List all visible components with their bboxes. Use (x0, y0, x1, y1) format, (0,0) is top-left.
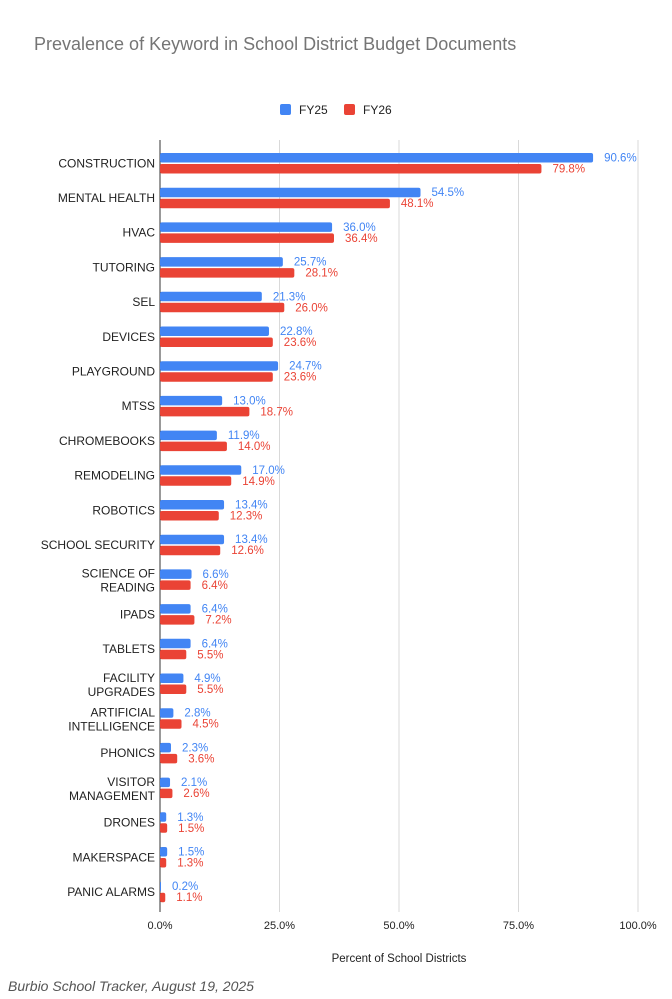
category-label: SCIENCE OF (81, 566, 155, 581)
bar-fy25 (160, 431, 217, 441)
data-label-fy26: 5.5% (197, 649, 224, 662)
data-label-fy25: 6.4% (201, 603, 228, 616)
category-label: INTELLIGENCE (68, 719, 155, 734)
data-label-fy26: 12.3% (229, 510, 263, 523)
bars-layer (160, 153, 593, 905)
bar-fy25 (160, 292, 262, 302)
bar-fy26 (160, 164, 541, 174)
category-label: MANAGEMENT (68, 788, 155, 803)
x-tick-label: 25.0% (263, 920, 296, 932)
data-label-fy26: 3.6% (188, 753, 215, 766)
data-label-fy26: 23.6% (283, 337, 317, 349)
grid-layer (160, 140, 638, 912)
bar-fy25 (160, 569, 192, 579)
bar-fy26 (160, 442, 227, 452)
category-label: CONSTRUCTION (58, 156, 155, 171)
bar-fy25 (160, 812, 166, 822)
x-tick-labels (147, 920, 656, 932)
category-label: SCHOOL SECURITY (40, 537, 155, 552)
category-label: PLAYGROUND (71, 364, 155, 379)
category-label: IPADS (119, 607, 155, 622)
bar-fy25 (160, 327, 269, 337)
data-label-fy26: 14.0% (237, 441, 271, 454)
x-tick-label: 0.0% (147, 920, 173, 932)
data-label-fy25: 6.6% (202, 568, 229, 581)
data-label-fy25: 13.4% (235, 499, 268, 512)
bar-fy26 (160, 338, 273, 348)
category-label: MENTAL HEALTH (57, 190, 155, 205)
bar-fy26 (160, 407, 249, 417)
category-label: VISITOR (107, 774, 155, 789)
category-label: TABLETS (102, 642, 155, 657)
data-label-fy25: 2.3% (181, 742, 209, 755)
data-label-fy25: 22.8% (279, 326, 313, 338)
category-label: MAKERSPACE (72, 850, 155, 865)
data-label-fy26: 23.6% (283, 371, 317, 384)
category-label: READING (100, 580, 155, 595)
bar-fy26 (160, 546, 220, 556)
bar-fy26 (160, 268, 294, 278)
category-label: ARTIFICIAL (90, 705, 155, 720)
chart-title: Prevalence of Keyword in School District Budget Documents (34, 34, 517, 54)
data-label-fy25: 13.0% (233, 395, 266, 408)
data-label-fy26: 5.5% (197, 684, 224, 696)
bar-fy25 (160, 674, 183, 684)
bar-fy26 (160, 580, 191, 590)
bar-fy25 (160, 743, 171, 753)
data-label-fy26: 1.3% (177, 857, 204, 870)
bar-fy26 (160, 685, 186, 695)
bar-fy26 (160, 893, 165, 903)
bar-fy25 (160, 396, 222, 406)
data-label-fy26: 12.6% (231, 545, 264, 558)
legend (280, 103, 392, 117)
category-label: DRONES (103, 815, 155, 830)
bar-fy25 (160, 535, 224, 545)
data-label-fy25: 4.9% (194, 673, 221, 685)
category-labels (41, 156, 156, 899)
x-tick-label: 100.0% (619, 920, 657, 932)
bar-fy26 (160, 754, 177, 764)
category-label: UPGRADES (87, 684, 155, 699)
data-label-fy25: 25.7% (293, 256, 327, 269)
bar-fy25 (160, 778, 170, 788)
data-label-fy25: 13.4% (235, 534, 268, 547)
category-label: CHROMEBOOKS (58, 433, 155, 448)
data-label-fy26: 1.1% (176, 892, 203, 905)
data-label-fy26: 2.6% (183, 788, 210, 801)
data-label-fy26: 79.8% (552, 163, 586, 176)
x-axis-title: Percent of School Districts (331, 953, 467, 965)
data-label-fy25: 2.8% (184, 707, 211, 720)
data-label-fy26: 7.2% (205, 614, 232, 627)
bar-fy26 (160, 233, 334, 243)
data-label-fy25: 1.3% (177, 811, 204, 824)
bar-fy25 (160, 847, 167, 857)
data-label-fy26: 48.1% (400, 198, 434, 211)
bar-fy25 (160, 639, 191, 649)
category-label: REMODELING (74, 468, 155, 483)
data-label-fy25: 2.1% (181, 777, 208, 790)
data-label-fy26: 6.4% (201, 579, 228, 592)
bar-fy26 (160, 303, 284, 313)
data-label-fy25: 1.5% (178, 846, 205, 859)
category-label: ROBOTICS (92, 503, 155, 518)
bar-fy26 (160, 650, 186, 660)
x-tick-label: 75.0% (502, 920, 535, 932)
bar-fy26 (160, 615, 194, 625)
bar-fy25 (160, 361, 278, 371)
legend-swatch-fy25 (280, 104, 291, 115)
bar-fy25 (160, 604, 191, 614)
bar-fy26 (160, 823, 167, 833)
bar-fy26 (160, 789, 172, 799)
bar-fy25 (160, 465, 241, 475)
source-note: Burbio School Tracker, August 19, 2025 (8, 978, 254, 994)
data-label-fy25: 17.0% (252, 464, 285, 477)
data-label-fy26: 26.0% (295, 302, 328, 315)
bar-fy26 (160, 199, 390, 209)
bar-fy25 (160, 882, 161, 892)
data-label-fy26: 28.1% (305, 267, 338, 280)
bar-fy26 (160, 719, 182, 729)
data-label-fy25: 24.7% (289, 360, 322, 373)
category-label: TUTORING (92, 260, 155, 275)
bar-fy26 (160, 476, 231, 486)
data-label-fy25: 11.9% (227, 430, 260, 443)
legend-label-fy26: FY26 (363, 103, 392, 117)
legend-swatch-fy26 (344, 104, 355, 115)
bar-fy25 (160, 188, 421, 198)
category-label: DEVICES (102, 329, 155, 344)
category-label: FACILITY (102, 670, 155, 685)
data-label-fy26: 1.5% (178, 822, 205, 835)
bar-fy25 (160, 222, 332, 232)
bar-fy25 (160, 708, 173, 718)
data-label-fy25: 54.5% (431, 187, 465, 200)
category-label: MTSS (121, 399, 155, 414)
data-label-fy26: 18.7% (260, 406, 293, 419)
data-label-fy26: 4.5% (192, 718, 219, 731)
data-label-fy25: 90.6% (604, 152, 637, 165)
bar-fy25 (160, 500, 224, 510)
bar-fy25 (160, 153, 593, 163)
legend-label-fy25: FY25 (299, 103, 328, 117)
category-label: PHONICS (100, 746, 155, 761)
bar-fy26 (160, 858, 166, 868)
category-label: SEL (132, 295, 155, 310)
category-label: HVAC (122, 225, 155, 240)
data-label-fy26: 14.9% (242, 475, 275, 488)
bar-fy26 (160, 511, 219, 521)
data-label-fy25: 36.0% (343, 221, 376, 234)
data-label-fy25: 21.3% (272, 291, 306, 304)
category-label: PANIC ALARMS (67, 884, 155, 899)
data-label-fy25: 0.2% (172, 881, 199, 894)
bar-fy25 (160, 257, 283, 267)
x-tick-label: 50.0% (383, 920, 415, 932)
data-label-fy26: 36.4% (344, 232, 378, 245)
bar-fy26 (160, 372, 273, 382)
data-label-fy25: 6.4% (201, 638, 228, 651)
